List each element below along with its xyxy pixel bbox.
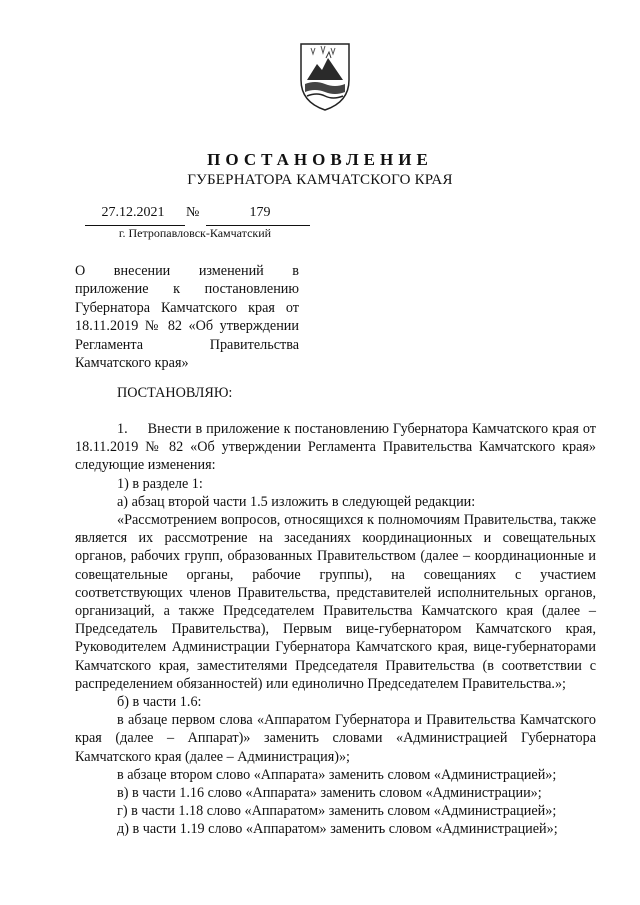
paragraph: 1. Внести в приложение к постановлению Губернатора Камчатского края от 18.11.2019 № 82 «Об утверждении Регламента Правительства Камчатского края» следующие изменения:	[75, 421, 596, 474]
paragraph: 1) в разделе 1:	[117, 475, 203, 492]
number-sign: №	[186, 205, 200, 220]
paragraph: д) в части 1.19 слово «Аппаратом» заменить словом «Администрацией»;	[117, 821, 558, 838]
kamchatka-coat-of-arms-icon	[297, 40, 353, 112]
document-city: г. Петропавловск-Камчатский	[118, 226, 272, 240]
paragraph: в абзаце втором слово «Аппарата» заменить словом «Администрацией»;	[117, 766, 557, 783]
paragraph: г) в части 1.18 слово «Аппаратом» заменить словом «Администрацией»;	[117, 803, 557, 820]
document-number: 179	[249, 205, 271, 220]
paragraph: в) в части 1.16 слово «Аппарата» заменить словом «Администрации»;	[117, 785, 542, 802]
document-body	[75, 420, 596, 839]
date-number-row	[80, 205, 310, 227]
decree-word: ПОСТАНОВЛЯЮ:	[117, 385, 233, 401]
document-title: ПОСТАНОВЛЕНИЕ	[207, 150, 433, 169]
document-date: 27.12.2021	[101, 205, 165, 220]
document-subtitle: ГУБЕРНАТОРА КАМЧАТСКОГО КРАЯ	[187, 172, 453, 188]
paragraph: а) абзац второй части 1.5 изложить в следующей редакции:	[117, 493, 476, 510]
document-subject: О внесении изменений в приложение к постановлению Губернатора Камчатского края от 18.11.2019 № 82 «Об утверждении Регламента Правительства Камчатского края»	[75, 263, 299, 372]
paragraph: «Рассмотрением вопросов, относящихся к полномочиям Правительства, также является их рассмотрение на заседаниях координационных и совещательных органов, рабочих групп, образованных Правительством (далее – координационные и совещательные органы, рабочие группы), на совещаниях с участием соответствующих членов Правительства, представителей исполнительных органов, организаций, а также Председателем Правительства Камчатского края (далее – Председатель Правительства), Первым вице-губернатором Камчатского края, Руководителем Администрации Губернатора Камчатского края, вице-губернаторами Камчатского края, заместителями Председателя Правительства (в соответствии с распределением обязанностей) или единолично Председателем Правительства.»;	[75, 512, 596, 692]
paragraph: б) в части 1.6:	[117, 694, 202, 711]
paragraph: в абзаце первом слова «Аппаратом Губернатора и Правительства Камчатского края (далее – Аппарат)» заменить словами «Администрацией Губернатора Камчатского края (далее – Администрация)»;	[75, 712, 596, 765]
